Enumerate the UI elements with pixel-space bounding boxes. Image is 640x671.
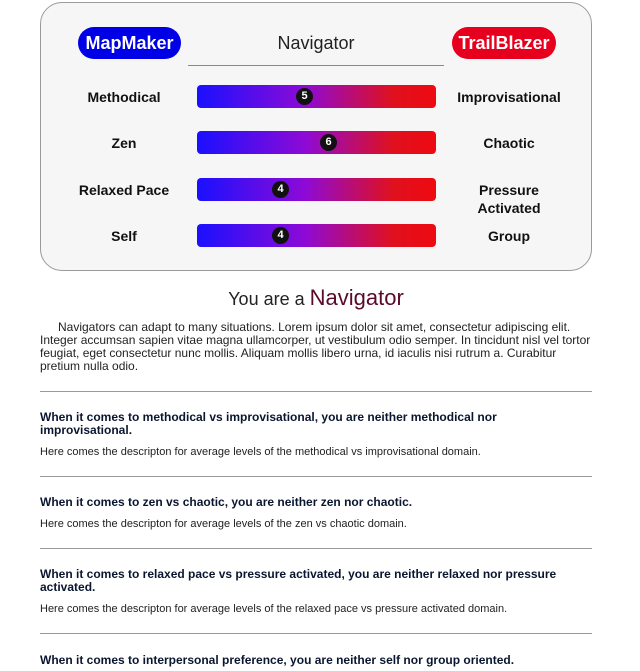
scale-left-label-methodical: Methodical: [87, 89, 161, 105]
scale-right-label-chaotic: Chaotic: [483, 135, 535, 151]
scale-left-label-zen: Zen: [111, 135, 137, 151]
section-text-zen: Here comes the descripton for average levels of the zen vs chaotic domain.: [40, 518, 407, 530]
results-card: [40, 2, 592, 271]
center-type-title: Navigator: [277, 33, 355, 53]
scale-marker: 6: [320, 134, 337, 151]
result-heading: [0, 285, 632, 311]
section-title-interpersonal: When it comes to interpersonal preference, you are neither self nor group oriented.: [40, 653, 515, 667]
section-text-methodical: Here comes the descripton for average levels of the methodical vs improvisational domain.: [40, 446, 481, 458]
scale-right-label-pressure-activated: Pressure Activated: [477, 182, 541, 216]
section-title-relaxed-pace: When it comes to relaxed pace vs pressure activated, you are neither relaxed nor pressure activated.: [40, 567, 557, 594]
result-prefix: You are a: [228, 289, 305, 309]
scale-right-label-group: Group: [488, 228, 530, 244]
divider: [40, 548, 592, 549]
scale-bar-self: [197, 224, 436, 247]
scale-bar-methodical: [197, 85, 436, 108]
divider: [40, 391, 592, 392]
result-description: Navigators can adapt to many situations. Lorem ipsum dolor sit amet, consectetur adipiscing elit. Integer accumsan sapien vitae magna ullamcorper, ut vestibulum odio semper. In tincidunt nisl vel tortor feugiat, eget consectetur nunc mollis. Aliquam mollis libero urna, id iaculis nisi rutrum a. Curabitur pretium nulla odio.: [40, 320, 591, 373]
scale-marker: 5: [296, 88, 313, 105]
divider: [40, 476, 592, 477]
scale-bar-relaxed-pace: [197, 178, 436, 201]
scale-left-label-self: Self: [111, 228, 137, 244]
scale-left-label-relaxed-pace: Relaxed Pace: [78, 182, 170, 198]
scale-marker: 4: [272, 181, 289, 198]
scale-marker: 4: [272, 227, 289, 244]
section-text-relaxed-pace: Here comes the descripton for average levels of the relaxed pace vs pressure activated domain.: [40, 603, 508, 615]
title-underline: [188, 65, 444, 66]
trailblazer-badge: TrailBlazer: [452, 27, 556, 59]
mapmaker-badge: MapMaker: [78, 27, 181, 59]
divider: [40, 633, 592, 634]
scale-bar-zen: [197, 131, 436, 154]
section-title-zen: When it comes to zen vs chaotic, you are neither zen nor chaotic.: [40, 495, 413, 509]
section-title-methodical: When it comes to methodical vs improvisational, you are neither methodical nor improvisational.: [40, 410, 497, 437]
scale-right-label-improvisational: Improvisational: [457, 89, 561, 105]
result-type: Navigator: [309, 285, 404, 310]
